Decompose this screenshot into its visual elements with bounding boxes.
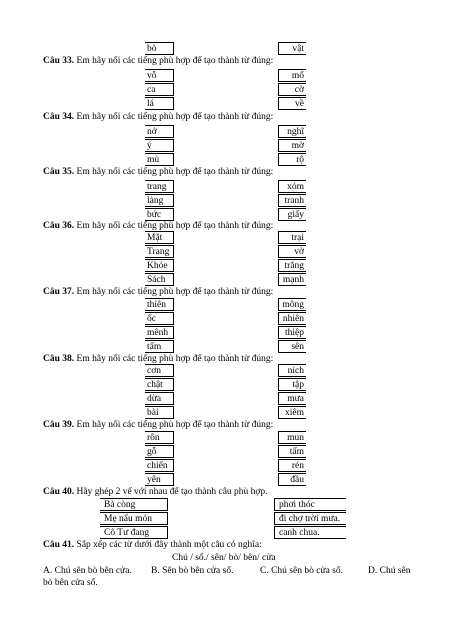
- word-box-left[interactable]: [145, 273, 174, 286]
- word-right: trại: [291, 233, 304, 243]
- word-box-left[interactable]: [145, 194, 174, 207]
- word-right: mạnh: [282, 275, 304, 285]
- phrase-right: phơi thóc: [279, 500, 315, 510]
- word-box-right[interactable]: [278, 153, 306, 166]
- phrase-box-left[interactable]: [100, 498, 168, 511]
- word-left: làng: [147, 196, 164, 206]
- word-box-left[interactable]: [145, 445, 174, 458]
- word-left: chiến: [147, 461, 168, 471]
- question-label: Câu 36.: [43, 221, 75, 231]
- word-left: mênh: [147, 328, 169, 338]
- word-box-right[interactable]: [278, 378, 306, 391]
- question-33: [43, 56, 273, 67]
- word-box-right[interactable]: [278, 245, 306, 258]
- word-box-right[interactable]: [278, 406, 306, 419]
- question-35: [43, 167, 273, 178]
- word-right: nhiên: [282, 314, 304, 324]
- word-right: cờ: [294, 85, 304, 95]
- question-text: Em hãy nối các tiếng phù hợp để tạo thành từ đúng:: [74, 112, 274, 122]
- word-left: tấm: [147, 342, 162, 352]
- option-c[interactable]: C. Chú sên bò cửa sổ.: [260, 566, 343, 576]
- question-text: Em hãy nối các tiếng phù hợp để tạo thành từ đúng:: [74, 354, 274, 364]
- word-box-left[interactable]: [145, 298, 174, 311]
- word-left: chật: [147, 380, 163, 390]
- word-box-left[interactable]: [145, 97, 174, 110]
- word-box-left[interactable]: [145, 326, 174, 339]
- word-box-left[interactable]: [145, 473, 174, 486]
- question-text: Em hãy nối các tiếng phù hợp để tạo thành từ đúng:: [74, 420, 274, 430]
- word-right: rén: [291, 461, 304, 471]
- word-box-left[interactable]: [145, 259, 174, 272]
- phrase-right: canh chua.: [279, 528, 320, 538]
- word-box-left[interactable]: [145, 245, 174, 258]
- word-left: yên: [147, 475, 161, 485]
- word-box-right[interactable]: [278, 208, 306, 221]
- word-box-right[interactable]: [278, 364, 306, 377]
- word-box-left[interactable]: [145, 431, 174, 444]
- question-34: [43, 112, 273, 123]
- word-right: mờ: [291, 141, 304, 151]
- word-left: nở: [147, 127, 157, 137]
- question-label: Câu 41.: [43, 540, 75, 550]
- question-label: Câu 33.: [43, 56, 75, 66]
- word-left: bài: [147, 408, 159, 418]
- question-text: Sắp xếp các từ dưới đây thành một câu có nghĩa:: [74, 540, 262, 550]
- word-box-right[interactable]: [278, 97, 306, 110]
- word-left: trang: [147, 182, 167, 192]
- word-right: mưa: [287, 394, 304, 404]
- word-box-right[interactable]: [278, 340, 306, 353]
- word-box-right: [278, 42, 306, 55]
- question-40: [43, 487, 268, 498]
- phrase-left: Cô Tư đang: [104, 528, 150, 538]
- question-label: Câu 38.: [43, 354, 75, 364]
- word-right: ních: [287, 366, 304, 376]
- option-d-continued: bò bên cửa sổ.: [43, 578, 98, 588]
- word-box-right[interactable]: [278, 273, 306, 286]
- word-right: nghĩ: [287, 127, 304, 137]
- question-text: Em hãy nối các tiếng phù hợp để tạo thành từ đúng:: [74, 56, 274, 66]
- word-box-right[interactable]: [278, 194, 306, 207]
- word-left: ốc: [147, 314, 156, 324]
- word-box-left[interactable]: [145, 153, 174, 166]
- word-left: Sách: [147, 275, 166, 285]
- question-39: [43, 420, 273, 431]
- word-box-right[interactable]: [278, 180, 306, 193]
- word-right: trăng: [284, 261, 304, 271]
- word-box-left[interactable]: [145, 392, 174, 405]
- question-label: Câu 37.: [43, 287, 75, 297]
- word-left: vỗ: [147, 71, 157, 81]
- question-text: Em hãy nối các tiếng phù hợp để tạo thành từ đúng:: [74, 221, 274, 231]
- word-left: rôn: [147, 433, 160, 443]
- word-box-left[interactable]: [145, 406, 174, 419]
- word-right: vở: [294, 247, 304, 257]
- word-box-left[interactable]: [145, 231, 174, 244]
- word-box-right[interactable]: [278, 431, 306, 444]
- word-box-left[interactable]: [145, 139, 174, 152]
- word-left: thiên: [147, 300, 166, 310]
- word-box-left[interactable]: [145, 364, 174, 377]
- word-box-right[interactable]: [278, 312, 306, 325]
- word-left: Trang: [147, 247, 170, 257]
- word-left: gỗ: [147, 447, 157, 457]
- word-left: bò: [147, 44, 157, 54]
- word-right: đầu: [290, 475, 304, 485]
- word-right: vật: [292, 44, 304, 54]
- phrase-box-left[interactable]: [100, 526, 168, 539]
- word-left: lá: [147, 99, 154, 109]
- question-label: Câu 35.: [43, 167, 75, 177]
- word-box-left[interactable]: [145, 208, 174, 221]
- word-box-right[interactable]: [278, 259, 306, 272]
- word-box-right[interactable]: [278, 445, 306, 458]
- word-left: bức: [147, 210, 162, 220]
- word-left: mù: [147, 155, 160, 165]
- word-right: thiệp: [285, 328, 304, 338]
- word-right: mông: [282, 300, 304, 310]
- word-box-left: [145, 42, 174, 55]
- question-text: Em hãy nối các tiếng phù hợp để tạo thành từ đúng:: [74, 287, 274, 297]
- word-box-left[interactable]: [145, 340, 174, 353]
- word-box-right[interactable]: [278, 231, 306, 244]
- word-left: cơn: [147, 366, 161, 376]
- word-right: xóm: [287, 182, 304, 192]
- word-box-right[interactable]: [278, 326, 306, 339]
- option-a[interactable]: A. Chú sên bò bên cửa.: [43, 566, 132, 576]
- word-right: giấy: [287, 210, 304, 220]
- phrase-right: đi chợ trời mưa.: [279, 514, 341, 524]
- phrase-left: Bà còng: [104, 500, 136, 510]
- word-right: xiêm: [285, 408, 304, 418]
- word-box-right[interactable]: [278, 83, 306, 96]
- word-right: tranh: [284, 196, 304, 206]
- word-box-left[interactable]: [145, 378, 174, 391]
- question-41: [43, 540, 262, 551]
- word-box-right[interactable]: [278, 69, 306, 82]
- word-box-left[interactable]: [145, 83, 174, 96]
- word-right: mun: [287, 433, 304, 443]
- phrase-box-left[interactable]: [100, 512, 168, 525]
- word-box-right[interactable]: [278, 298, 306, 311]
- word-box-left[interactable]: [145, 69, 174, 82]
- word-right: mổ: [291, 71, 304, 81]
- option-d[interactable]: D. Chú sên: [368, 566, 411, 576]
- word-left: dừa: [147, 394, 162, 404]
- question-label: Câu 39.: [43, 420, 75, 430]
- word-right: sên: [291, 342, 304, 352]
- phrase-left: Mẹ nấu món: [104, 514, 153, 524]
- scrambled-words: Chú / sổ./ sên/ bò/ bên/ cửa: [172, 553, 276, 563]
- word-left: ý: [147, 141, 152, 151]
- word-box-right[interactable]: [278, 392, 306, 405]
- word-left: Khỏe: [147, 261, 168, 271]
- word-box-right[interactable]: [278, 473, 306, 486]
- question-37: [43, 287, 273, 298]
- question-text: Em hãy nối các tiếng phù hợp để tạo thành từ đúng:: [74, 167, 274, 177]
- option-b[interactable]: B. Sên bò bên cửa sổ.: [151, 566, 234, 576]
- word-box-right[interactable]: [278, 139, 306, 152]
- word-box-left[interactable]: [145, 125, 174, 138]
- word-box-left[interactable]: [145, 180, 174, 193]
- word-box-right[interactable]: [278, 459, 306, 472]
- word-right: về: [295, 99, 304, 109]
- word-box-left[interactable]: [145, 459, 174, 472]
- word-left: ca: [147, 85, 156, 95]
- word-left: Mặt: [147, 233, 163, 243]
- word-box-left[interactable]: [145, 312, 174, 325]
- phrase-box-right[interactable]: [274, 498, 346, 511]
- question-text: Hãy ghép 2 vế với nhau để tạo thành câu phù hợp.: [74, 487, 268, 497]
- phrase-box-right[interactable]: [274, 526, 346, 539]
- question-label: Câu 34.: [43, 112, 75, 122]
- word-right: tấm: [289, 447, 304, 457]
- question-label: Câu 40.: [43, 487, 75, 497]
- phrase-box-right[interactable]: [274, 512, 346, 525]
- word-right: rộ: [296, 155, 304, 165]
- word-right: tập: [292, 380, 304, 390]
- word-box-right[interactable]: [278, 125, 306, 138]
